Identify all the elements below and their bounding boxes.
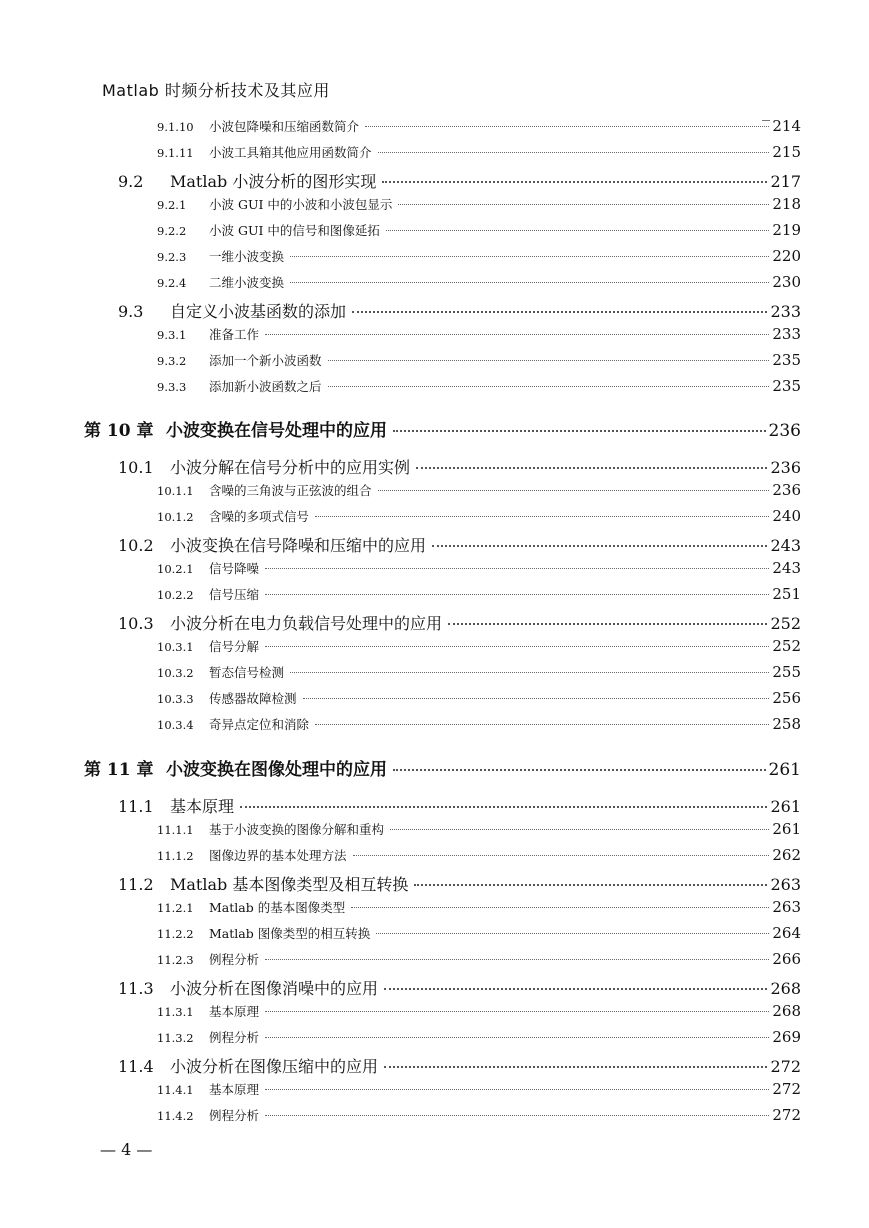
dot-leader: [365, 126, 769, 127]
entry-title: 小波变换在信号降噪和压缩中的应用: [170, 536, 427, 555]
entry-page-number: 255: [772, 663, 801, 681]
entry-number: 10.1.2: [157, 510, 194, 524]
dot-leader: [265, 646, 769, 647]
entry-page-number: 235: [772, 351, 801, 369]
entry-number: 9.2.1: [157, 198, 187, 212]
entry-number: 10.3.4: [157, 718, 194, 732]
entry-title: 信号降噪: [209, 561, 260, 576]
dot-leader: [393, 769, 766, 771]
entry-page-number: 261: [768, 760, 801, 780]
entry-title: 小波包降噪和压缩函数简介: [209, 119, 360, 134]
entry-title: 自定义小波基函数的添加: [170, 302, 347, 321]
toc-entry-sub: [157, 507, 801, 525]
entry-number: 9.2.2: [157, 224, 187, 238]
entry-number: 10.2.2: [157, 588, 194, 602]
toc-entry-sub: [157, 195, 801, 213]
entry-title: 小波 GUI 中的小波和小波包显示: [209, 197, 393, 212]
entry-page-number: 215: [772, 143, 801, 161]
entry-number: 11.3.2: [157, 1031, 194, 1045]
entry-title: 图像边界的基本处理方法: [209, 848, 347, 863]
entry-number: 9.2.4: [157, 276, 187, 290]
dot-leader: [290, 256, 769, 257]
toc-entry-section: [118, 794, 801, 817]
toc-entry-sub: [157, 351, 801, 369]
entry-title: 小波分解在信号分析中的应用实例: [170, 458, 411, 477]
toc-entry-sub: [157, 1028, 801, 1046]
entry-title: 小波变换在信号处理中的应用: [166, 421, 387, 441]
entry-number: 9.1.10: [157, 120, 194, 134]
entry-number: 10.3.1: [157, 640, 194, 654]
entry-number: 9.2: [118, 172, 144, 191]
entry-title: 例程分析: [209, 1030, 260, 1045]
entry-number: 10.1.1: [157, 484, 194, 498]
toc-entry-sub: [157, 143, 801, 161]
dot-leader: [328, 360, 770, 361]
toc-entry-sub: [157, 247, 801, 265]
running-header: Matlab 时频分析技术及其应用: [102, 81, 330, 100]
dot-leader: [303, 698, 770, 699]
entry-number: 9.3.3: [157, 380, 187, 394]
entry-number: 10.2.1: [157, 562, 194, 576]
toc-entry-sub: [157, 950, 801, 968]
entry-page-number: 268: [772, 1002, 801, 1020]
entry-page-number: 240: [772, 507, 801, 525]
entry-number: 11.4.1: [157, 1083, 194, 1097]
entry-title: 准备工作: [209, 327, 260, 342]
dot-leader: [393, 430, 766, 432]
toc-entry-sub: [157, 846, 801, 864]
entry-page-number: 233: [772, 325, 801, 343]
entry-number: 10.3.2: [157, 666, 194, 680]
entry-page-number: 230: [772, 273, 801, 291]
entry-number: 11.3.1: [157, 1005, 194, 1019]
entry-number: 9.3: [118, 302, 144, 321]
entry-page-number: 272: [772, 1080, 801, 1098]
dot-leader: [265, 1037, 769, 1038]
entry-number: 11.2.1: [157, 901, 194, 915]
entry-title: Matlab 基本图像类型及相互转换: [170, 875, 409, 894]
entry-page-number: 252: [772, 637, 801, 655]
entry-page-number: 233: [770, 302, 801, 321]
entry-page-number: 220: [772, 247, 801, 265]
entry-title: 例程分析: [209, 1108, 260, 1123]
dot-leader: [290, 672, 769, 673]
toc-entry-sub: [157, 1106, 801, 1124]
entry-title: 基于小波变换的图像分解和重构: [209, 822, 385, 837]
toc-entry-sub: [157, 273, 801, 291]
entry-page-number: 243: [770, 536, 801, 555]
entry-number: 11.2.3: [157, 953, 194, 967]
entry-page-number: 263: [772, 898, 801, 916]
entry-title: 含噪的多项式信号: [209, 509, 310, 524]
entry-number: 11.2: [118, 875, 154, 894]
toc-entry-chapter: [84, 755, 801, 780]
dot-leader: [265, 1089, 769, 1090]
entry-page-number: 262: [772, 846, 801, 864]
entry-title: 小波分析在图像消噪中的应用: [170, 979, 379, 998]
entry-title: 小波分析在图像压缩中的应用: [170, 1057, 379, 1076]
entry-title: 暂态信号检测: [209, 665, 285, 680]
dot-leader: [378, 490, 770, 491]
entry-title: 添加新小波函数之后: [209, 379, 322, 394]
entry-title: 基本原理: [170, 797, 235, 816]
entry-page-number: 258: [772, 715, 801, 733]
entry-number: 10.1: [118, 458, 154, 477]
entry-number: 10.2: [118, 536, 154, 555]
entry-title: 一维小波变换: [209, 249, 285, 264]
toc-entry-sub: [157, 585, 801, 603]
entry-page-number: 236: [770, 458, 801, 477]
toc-entry-section: [118, 169, 801, 192]
entry-title: 小波工具箱其他应用函数简介: [209, 145, 372, 160]
toc-entry-section: [118, 455, 801, 478]
entry-page-number: 243: [772, 559, 801, 577]
dot-leader: [328, 386, 770, 387]
toc-entry-sub: [157, 559, 801, 577]
toc-entry-section: [118, 299, 801, 322]
entry-title: 小波 GUI 中的信号和图像延拓: [209, 223, 380, 238]
dot-leader: [432, 545, 767, 547]
toc-entry-sub: [157, 377, 801, 395]
entry-number: 9.3.2: [157, 354, 187, 368]
toc-entry-sub: [157, 663, 801, 681]
entry-page-number: 264: [772, 924, 801, 942]
toc-entry-sub: [157, 221, 801, 239]
dot-leader: [353, 855, 770, 856]
entry-page-number: 272: [770, 1057, 801, 1076]
toc-entry-sub: [157, 1002, 801, 1020]
entry-title: 信号分解: [209, 639, 260, 654]
entry-page-number: 236: [768, 421, 801, 441]
entry-title: 信号压缩: [209, 587, 260, 602]
entry-number: 10.3.3: [157, 692, 194, 706]
entry-title: Matlab 的基本图像类型: [209, 900, 346, 915]
entry-title: Matlab 小波分析的图形实现: [170, 172, 377, 191]
dot-leader: [265, 334, 769, 335]
toc-entry-section: [118, 533, 801, 556]
entry-number: 9.3.1: [157, 328, 187, 342]
entry-page-number: 217: [770, 172, 801, 191]
dot-leader: [384, 988, 767, 990]
dot-leader: [384, 1066, 767, 1068]
entry-page-number: 251: [772, 585, 801, 603]
entry-page-number: 236: [772, 481, 801, 499]
entry-number: 11.1.1: [157, 823, 194, 837]
toc-entry-sub: [157, 924, 801, 942]
entry-page-number: 263: [770, 875, 801, 894]
dot-leader: [352, 311, 767, 313]
dot-leader: [265, 1115, 769, 1116]
toc-entry-chapter: [84, 416, 801, 441]
entry-number: 第 11 章: [84, 760, 154, 780]
dot-leader: [265, 594, 769, 595]
entry-page-number: 218: [772, 195, 801, 213]
dot-leader: [378, 152, 770, 153]
entry-title: 小波分析在电力负载信号处理中的应用: [170, 614, 443, 633]
dot-leader: [265, 1011, 769, 1012]
entry-page-number: 256: [772, 689, 801, 707]
entry-title: 含噪的三角波与正弦波的组合: [209, 483, 372, 498]
entry-page-number: 269: [772, 1028, 801, 1046]
entry-title: 传感器故障检测: [209, 691, 297, 706]
dot-leader: [414, 884, 767, 886]
entry-number: 10.3: [118, 614, 154, 633]
dot-leader: [240, 806, 767, 808]
entry-number: 11.3: [118, 979, 154, 998]
entry-page-number: 219: [772, 221, 801, 239]
toc-entry-section: [118, 1054, 801, 1077]
entry-number: 9.2.3: [157, 250, 187, 264]
entry-number: 11.2.2: [157, 927, 194, 941]
entry-page-number: 261: [772, 820, 801, 838]
dot-leader: [390, 829, 769, 830]
entry-number: 11.4: [118, 1057, 154, 1076]
dot-leader: [398, 204, 769, 205]
toc-entry-section: [118, 872, 801, 895]
dot-leader: [315, 724, 769, 725]
entry-number: 第 10 章: [84, 421, 154, 441]
toc-entry-sub: [157, 481, 801, 499]
entry-page-number: 235: [772, 377, 801, 395]
toc-entry-section: [118, 976, 801, 999]
entry-number: 9.1.11: [157, 146, 194, 160]
entry-page-number: 268: [770, 979, 801, 998]
dot-leader: [416, 467, 767, 469]
entry-number: 11.1.2: [157, 849, 194, 863]
dot-leader: [265, 568, 769, 569]
dot-leader: [290, 282, 769, 283]
toc-entry-sub: [157, 117, 801, 135]
entry-page-number: 272: [772, 1106, 801, 1124]
entry-page-number: 214: [772, 117, 801, 135]
toc-entry-sub: [157, 898, 801, 916]
entry-title: 奇异点定位和消除: [209, 717, 310, 732]
dot-leader: [315, 516, 769, 517]
toc-entry-section: [118, 611, 801, 634]
entry-title: 添加一个新小波函数: [209, 353, 322, 368]
entry-title: 二维小波变换: [209, 275, 285, 290]
toc-entry-sub: [157, 689, 801, 707]
entry-page-number: 261: [770, 797, 801, 816]
dot-leader: [376, 933, 769, 934]
entry-page-number: 252: [770, 614, 801, 633]
entry-title: 例程分析: [209, 952, 260, 967]
entry-title: 基本原理: [209, 1082, 260, 1097]
toc-entry-sub: [157, 715, 801, 733]
dot-leader: [351, 907, 769, 908]
entry-title: Matlab 图像类型的相互转换: [209, 926, 371, 941]
entry-number: 11.4.2: [157, 1109, 194, 1123]
entry-page-number: 266: [772, 950, 801, 968]
entry-number: 11.1: [118, 797, 154, 816]
dot-leader: [386, 230, 769, 231]
dot-leader: [382, 181, 767, 183]
toc-entry-sub: [157, 325, 801, 343]
entry-title: 基本原理: [209, 1004, 260, 1019]
page-number: — 4 —: [100, 1140, 153, 1159]
entry-title: 小波变换在图像处理中的应用: [166, 760, 387, 780]
toc-entry-sub: [157, 637, 801, 655]
toc-entry-sub: [157, 820, 801, 838]
dot-leader: [448, 623, 767, 625]
toc-entry-sub: [157, 1080, 801, 1098]
dot-leader: [265, 959, 769, 960]
